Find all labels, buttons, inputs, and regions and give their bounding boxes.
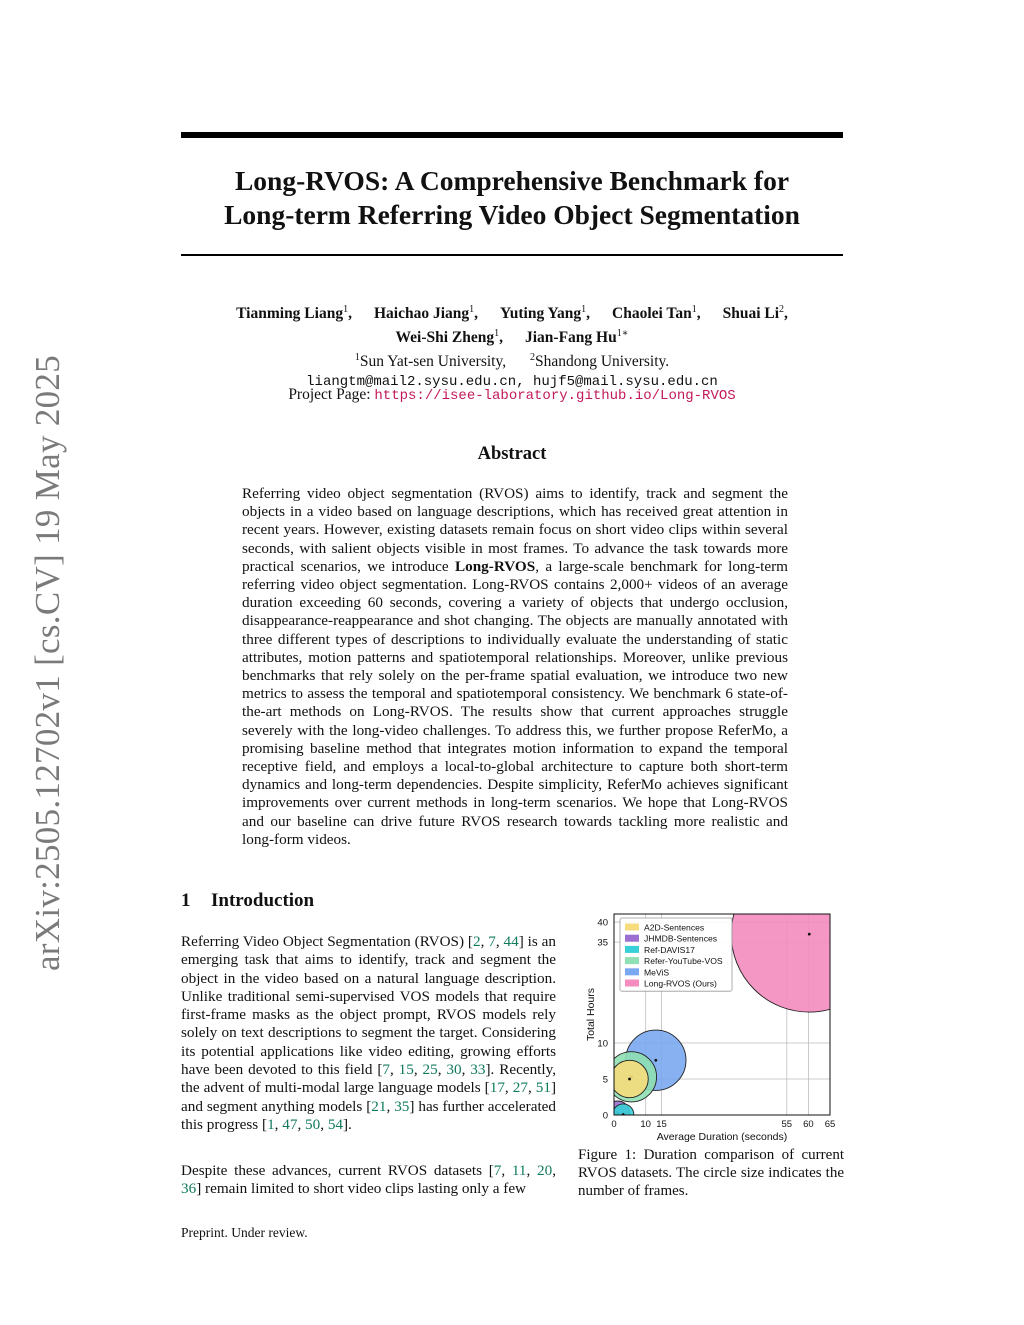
legend-label: A2D-Sentences <box>644 922 705 933</box>
paragraph-text: ]. <box>343 1115 352 1133</box>
data-bubble <box>731 910 844 1012</box>
citation-link[interactable]: 7 <box>488 933 496 950</box>
legend-label: Refer-YouTube-VOS <box>644 956 723 967</box>
author-name: Yuting Yang <box>500 305 582 323</box>
author <box>374 305 478 322</box>
legend-label: Long-RVOS (Ours) <box>644 978 717 989</box>
section-number: 1 <box>181 890 191 911</box>
paragraph-text: , <box>461 1061 471 1079</box>
x-tick-label: 65 <box>824 1119 836 1130</box>
author-row <box>181 324 843 348</box>
abstract-text-end: , a large-scale benchmark for long-term referring video object segmentation. Long-RVOS contains 2,000+ videos of an average duration exceeding 60 seconds, covering a variety of objects that undergo occlusion, disappearance-reappearance and shot changing. The objects are manually annotated with three different types of descriptions to individually evaluate the understanding of static attributes, motion patterns and spatiotemporal relationships. Moreover, unlike previous benchmarks that rely solely on the per-frame spatial evaluation, we introduce two new metrics to assess the temporal and spatiotemporal consistency. We benchmark 6 state-of-the-art methods on Long-RVOS. The results show that current approaches struggle severely with the long-video challenges. To address this, we further propose ReferMo, a promising baseline method that integrates motion information to expand the temporal receptive field, and employs a local-to-global architecture to capture both short-term dynamics and long-term dependencies. Despite simplicity, ReferMo achieves significant improvements over current methods in long-term scenarios. We hope that Long-RVOS and our baseline can drive future RVOS research towards tackling more realistic and long-form videos. <box>242 557 788 848</box>
paragraph-text: , <box>526 1162 538 1179</box>
author <box>723 305 788 322</box>
author <box>395 329 503 346</box>
citation-link[interactable]: 36 <box>181 1180 197 1198</box>
title-rule-top <box>181 132 843 138</box>
title-line-2: Long-term Referring Video Object Segmentation <box>224 199 800 230</box>
x-tick-label: 60 <box>803 1119 814 1130</box>
paragraph-text: , <box>413 1061 423 1079</box>
author-name: Jian-Fang Hu <box>524 329 617 347</box>
author <box>236 305 352 322</box>
paragraph-text: , <box>297 1115 306 1133</box>
citation-link[interactable]: 17 <box>489 1079 505 1097</box>
project-page <box>181 386 843 404</box>
author-name: Shuai Li <box>722 305 780 323</box>
citation-link[interactable]: 7 <box>493 1162 502 1179</box>
citation-link[interactable]: 30 <box>446 1061 462 1079</box>
paragraph-text: ]. Recently, the advent of multi-modal large language models [ <box>181 1061 557 1097</box>
citation-link[interactable]: 11 <box>511 1162 527 1179</box>
author-name: Wei-Shi Zheng <box>395 329 495 347</box>
x-tick-label: 55 <box>781 1119 793 1130</box>
y-axis-label: Total Hours <box>585 987 597 1042</box>
project-label: Project Page: <box>288 386 371 403</box>
paragraph-text: , <box>504 1079 513 1097</box>
legend-swatch <box>625 957 639 964</box>
footer-note: Preprint. Under review. <box>181 1225 308 1240</box>
affiliation-mark: 2 <box>529 352 535 364</box>
intro-paragraph-1 <box>181 933 556 1134</box>
legend-swatch <box>625 980 639 987</box>
paragraph-text: , <box>274 1115 283 1133</box>
author-affiliation-mark: 2 <box>779 304 785 315</box>
paragraph-text: ] has further accelerated this progress [ <box>181 1097 557 1133</box>
y-tick-label: 10 <box>597 1038 608 1050</box>
duration-chart <box>578 910 844 1146</box>
author-affiliation-mark: 1 <box>581 304 587 315</box>
x-tick-label: 15 <box>656 1119 667 1130</box>
y-tick-label: 0 <box>602 1110 608 1122</box>
paragraph-text: ] remain limited to short video clips lasting only a few <box>196 1180 527 1198</box>
title-line-1: Long-RVOS: A Comprehensive Benchmark for <box>234 165 790 196</box>
affiliation-mark: 1 <box>354 352 360 364</box>
paragraph-text: , <box>437 1061 447 1079</box>
citation-link[interactable]: 7 <box>382 1061 390 1079</box>
paragraph-text: , <box>495 933 504 950</box>
citation-link[interactable]: 25 <box>422 1061 438 1079</box>
y-tick-label: 35 <box>597 937 608 949</box>
citation-link[interactable]: 44 <box>503 933 519 950</box>
arxiv-id-text: arXiv:2505.12702v1 [cs.CV] 19 May 2025 <box>28 354 67 972</box>
author-separator: , <box>696 305 701 323</box>
citation-link[interactable]: 50 <box>305 1115 321 1133</box>
paragraph-text: , <box>389 1061 399 1079</box>
paragraph-text: , <box>501 1162 512 1179</box>
legend-swatch <box>625 946 639 953</box>
arxiv-identifier <box>28 354 68 972</box>
paragraph-text: , <box>386 1097 395 1115</box>
paragraph-text: , <box>320 1115 328 1133</box>
x-axis-label: Average Duration (seconds) <box>656 1131 788 1143</box>
paragraph-text: , <box>480 933 489 950</box>
x-tick-label: 0 <box>611 1119 617 1130</box>
citation-link[interactable]: 33 <box>470 1061 486 1079</box>
author <box>500 305 590 322</box>
abstract-benchmark-name: Long-RVOS <box>455 557 536 575</box>
legend-label: Ref-DAVIS17 <box>644 944 695 955</box>
author-affiliation-mark: 1 <box>343 304 349 315</box>
author-affiliation-mark: 1 <box>494 328 500 340</box>
paragraph-text: , <box>552 1162 557 1179</box>
author <box>525 329 629 346</box>
section-heading <box>181 890 314 912</box>
paragraph-text: ] is an emerging task that aims to identify, track and segment the object in the video based on a natural language description. Unlike traditional semi-supervised VOS models that require first-frame masks as the object prompt, RVOS models rely solely on text descriptions to segment the target. Considering its potential applications like video editing, growing efforts have been devoted to this field [ <box>181 933 557 1079</box>
paragraph-text: Despite these advances, current RVOS datasets [ <box>181 1162 494 1179</box>
author-row <box>181 300 843 324</box>
paper-title <box>181 164 843 232</box>
affiliations <box>181 348 843 372</box>
legend-swatch <box>625 935 639 942</box>
data-point <box>628 1078 631 1081</box>
data-point <box>808 933 811 936</box>
author <box>612 305 701 322</box>
intro-paragraph-2 <box>181 1162 556 1199</box>
author-separator: , <box>784 305 788 323</box>
citation-link[interactable]: 20 <box>537 1162 553 1179</box>
citation-link[interactable]: 47 <box>282 1115 298 1133</box>
citation-link[interactable]: 21 <box>371 1097 387 1115</box>
legend-swatch <box>625 924 639 931</box>
author-block <box>181 300 843 392</box>
paragraph-text: , <box>527 1079 536 1097</box>
citation-link[interactable]: 15 <box>398 1061 414 1079</box>
affiliation-name: Shandong University. <box>534 353 670 371</box>
data-point <box>654 1059 657 1062</box>
title-rule-bottom <box>181 254 843 256</box>
section-title: Introduction <box>211 890 315 911</box>
author-separator: , <box>348 305 352 323</box>
author-separator: , <box>499 329 503 347</box>
author-separator: , <box>474 305 478 323</box>
author-name: Chaolei Tan <box>612 305 692 323</box>
author-name: Tianming Liang <box>236 305 344 323</box>
affiliation <box>355 353 506 370</box>
abstract-heading: Abstract <box>477 444 547 464</box>
author-affiliation-mark: 1 <box>691 304 697 315</box>
project-link[interactable]: https://isee-laboratory.github.io/Long-RVOS <box>374 388 736 404</box>
author-affiliation-mark: 1 <box>469 304 475 315</box>
citation-link[interactable]: 27 <box>512 1079 528 1097</box>
affiliation-name: Sun Yat-sen University, <box>359 353 507 371</box>
citation-link[interactable]: 35 <box>394 1097 410 1115</box>
abstract-body <box>242 485 788 849</box>
legend-swatch <box>625 968 639 975</box>
author-separator: , <box>586 305 591 323</box>
figure-1 <box>578 910 844 1146</box>
citation-link[interactable]: 54 <box>327 1115 343 1133</box>
legend-label: JHMDB-Sentences <box>644 933 718 944</box>
x-tick-label: 10 <box>640 1119 651 1130</box>
citation-link[interactable]: 2 <box>472 933 481 950</box>
y-tick-label: 40 <box>597 917 608 929</box>
affiliation <box>530 353 669 370</box>
legend-label: MeViS <box>644 967 670 978</box>
paragraph-text: Referring Video Object Segmentation (RVOS) [ <box>181 933 473 950</box>
y-tick-label: 5 <box>602 1074 608 1086</box>
author-name: Haichao Jiang <box>373 305 470 323</box>
citation-link[interactable]: 51 <box>535 1079 551 1097</box>
citation-link[interactable]: 1 <box>267 1115 275 1133</box>
abstract-text-start: Referring video object segmentation (RVOS) aims to identify, track and segment the objects in a video based on language descriptions, which has received great attention in recent years. However, existing datasets remain focus on short video clips within several seconds, with salient objects visible in most frames. To advance the task towards more practical scenarios, we introduce <box>242 485 788 575</box>
figure-caption: Figure 1: Duration comparison of current RVOS datasets. The circle size indicates the number of frames. <box>578 1147 844 1200</box>
author-affiliation-mark: 1∗ <box>616 328 629 340</box>
paragraph-text: ] and segment anything models [ <box>181 1079 557 1115</box>
author-emails: liangtm@mail2.sysu.edu.cn, hujf5@mail.sysu.edu.cn <box>306 374 718 391</box>
